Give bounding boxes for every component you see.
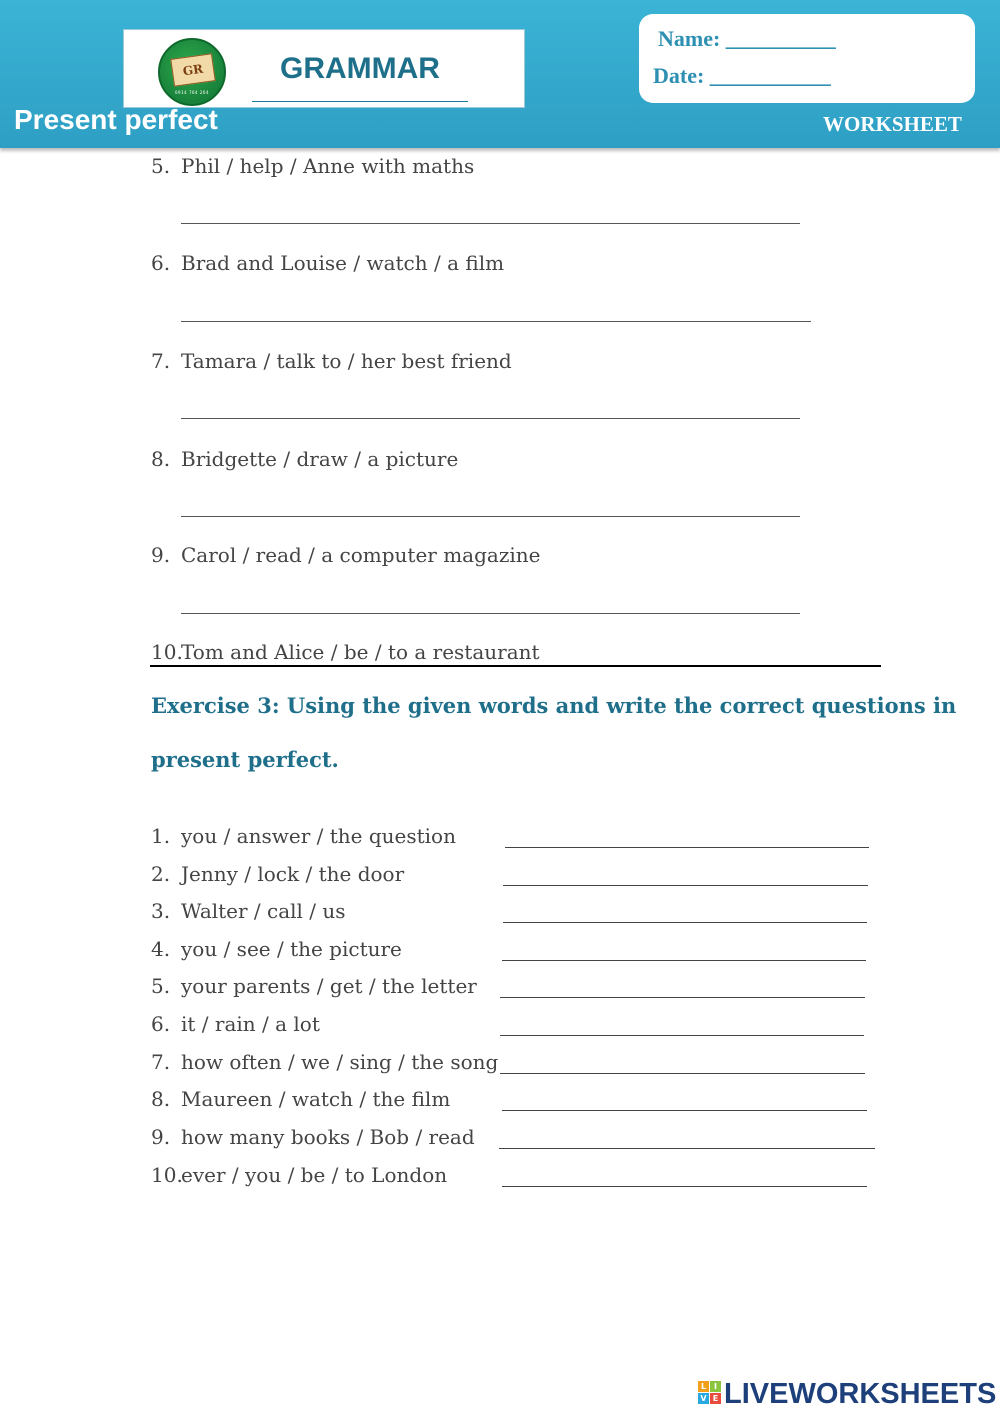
item-number: 10. bbox=[151, 640, 183, 664]
answer-line[interactable] bbox=[502, 1110, 867, 1111]
logo-book-icon: GR bbox=[170, 53, 215, 87]
exercise-3-heading: Exercise 3: Using the given words and write the correct questions in bbox=[151, 693, 957, 718]
list-item bbox=[0, 1012, 1000, 1042]
logo-cell-e: E bbox=[710, 1393, 721, 1404]
item-prompt: your parents / get / the letter bbox=[181, 974, 477, 998]
item-number: 6. bbox=[151, 251, 171, 275]
answer-line[interactable] bbox=[181, 223, 800, 224]
liveworksheets-logo[interactable] bbox=[698, 1378, 998, 1412]
item-number: 10. bbox=[151, 1163, 183, 1187]
brand-title: GRAMMAR bbox=[280, 52, 440, 85]
item-prompt: Maureen / watch / the film bbox=[181, 1087, 451, 1111]
brand-underline bbox=[252, 101, 468, 102]
doc-type-label: WORKSHEET bbox=[823, 112, 962, 136]
item-prompt: Phil / help / Anne with maths bbox=[181, 154, 475, 178]
worksheet-header bbox=[0, 0, 1000, 148]
item-number: 3. bbox=[151, 899, 171, 923]
item-number: 7. bbox=[151, 349, 171, 373]
item-prompt: you / see / the picture bbox=[181, 937, 402, 961]
answer-line[interactable] bbox=[150, 665, 881, 667]
answer-line[interactable] bbox=[502, 1186, 867, 1187]
item-number: 4. bbox=[151, 937, 171, 961]
liveworksheets-icon bbox=[698, 1381, 722, 1405]
item-prompt: Walter / call / us bbox=[181, 899, 346, 923]
answer-line[interactable] bbox=[505, 847, 869, 848]
name-date-box bbox=[639, 14, 975, 103]
logo-caption: 0914 764 264 bbox=[175, 90, 209, 95]
answer-line[interactable] bbox=[500, 1073, 865, 1074]
list-item bbox=[0, 1087, 1000, 1117]
brand-box bbox=[123, 29, 525, 108]
list-item bbox=[0, 899, 1000, 929]
item-number: 8. bbox=[151, 447, 171, 471]
list-item bbox=[0, 937, 1000, 967]
item-number: 2. bbox=[151, 862, 171, 886]
item-number: 9. bbox=[151, 1125, 171, 1149]
item-number: 5. bbox=[151, 154, 171, 178]
item-prompt: you / answer / the question bbox=[181, 824, 456, 848]
logo-cell-v: V bbox=[698, 1393, 709, 1404]
item-number: 8. bbox=[151, 1087, 171, 1111]
item-prompt: Tamara / talk to / her best friend bbox=[181, 349, 512, 373]
item-prompt: Bridgette / draw / a picture bbox=[181, 447, 459, 471]
item-number: 5. bbox=[151, 974, 171, 998]
logo-cell-l: L bbox=[698, 1381, 709, 1392]
answer-line[interactable] bbox=[502, 960, 866, 961]
answer-line[interactable] bbox=[500, 1035, 864, 1036]
item-prompt: ever / you / be / to London bbox=[181, 1163, 448, 1187]
answer-line[interactable] bbox=[503, 885, 868, 886]
item-number: 1. bbox=[151, 824, 171, 848]
list-item bbox=[0, 1163, 1000, 1193]
grammar-logo bbox=[158, 38, 226, 106]
item-prompt: Jenny / lock / the door bbox=[181, 862, 405, 886]
item-number: 6. bbox=[151, 1012, 171, 1036]
exercise-3-heading-cont: present perfect. bbox=[151, 747, 339, 772]
liveworksheets-wordmark: LIVEWORKSHEETS bbox=[724, 1378, 997, 1410]
answer-line[interactable] bbox=[499, 1148, 875, 1149]
item-prompt: it / rain / a lot bbox=[181, 1012, 320, 1036]
item-prompt: Tom and Alice / be / to a restaurant bbox=[181, 640, 540, 664]
list-item bbox=[0, 824, 1000, 854]
item-prompt: how many books / Bob / read bbox=[181, 1125, 475, 1149]
list-item bbox=[0, 1125, 1000, 1155]
list-item bbox=[0, 862, 1000, 892]
item-number: 9. bbox=[151, 543, 171, 567]
name-field[interactable]: Name: __________ bbox=[658, 26, 836, 51]
list-item bbox=[0, 1050, 1000, 1080]
date-field[interactable]: Date: ___________ bbox=[653, 63, 831, 88]
answer-line[interactable] bbox=[500, 997, 865, 998]
answer-line[interactable] bbox=[181, 418, 800, 419]
list-item bbox=[0, 974, 1000, 1004]
answer-line[interactable] bbox=[181, 613, 800, 614]
item-prompt: Carol / read / a computer magazine bbox=[181, 543, 541, 567]
item-number: 7. bbox=[151, 1050, 171, 1074]
answer-line[interactable] bbox=[181, 321, 811, 322]
logo-cell-i: I bbox=[710, 1381, 721, 1392]
answer-line[interactable] bbox=[181, 516, 800, 517]
answer-line[interactable] bbox=[503, 922, 867, 923]
topic-title: Present perfect bbox=[14, 104, 218, 135]
item-prompt: Brad and Louise / watch / a film bbox=[181, 251, 505, 275]
item-prompt: how often / we / sing / the song bbox=[181, 1050, 499, 1074]
